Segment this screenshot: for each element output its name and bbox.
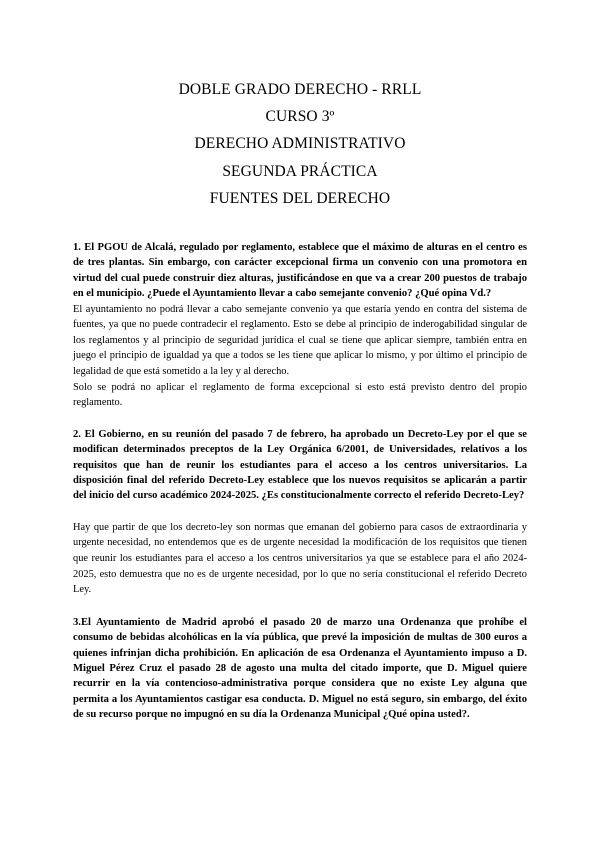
section-spacer [73,598,527,615]
document-header [0,76,600,212]
degree-title: DOBLE GRADO DERECHO - RRLL [178,81,422,98]
document-body [73,240,527,723]
course-title: CURSO 3º [265,108,335,126]
answer-2-paragraph-1: Hay que partir de que los decreto-ley son normas que emanan del gobierno para casos de extraordinaria y urgente necesidad, no entendemos que es de urgente necesidad la modificación de los requisitos que tienen que reunir los estudiantes para el acceso a los centros universitarios ya que se establece para el año 2024- 2025, esto demuestra que no es de urgente necesidad, por lo que no sería constitucional el referido Decreto Ley. [73,521,527,596]
section-spacer [73,411,527,427]
practice-title: SEGUNDA PRÁCTICA [222,162,378,180]
subject-title: DERECHO ADMINISTRATIVO [194,135,406,153]
topic-title: FUENTES DEL DERECHO [209,189,391,207]
answer-1-paragraph-1: El ayuntamiento no podrá llevar a cabo semejante convenio ya que estaría yendo en contra del sistema de fuentes, ya que no puede contradecir el reglamento. Esto se debe al principio de inderogabilidad singular de los reglamentos y al principio de seguridad jurídica el cual se tiene que aplicar siempre, también entra en juego el principio de igualdad ya que a todos se les tiene que aplicar lo mismo, y por último el principio de legalidad de que está sometido a la ley y al derecho. [73,303,527,377]
answer-1-paragraph-2: Solo se podrá no aplicar el reglamento de forma excepcional si esto está previsto dentro del propio reglamento. [73,381,527,409]
question-3: 3.El Ayuntamiento de Madrid aprobó el pasado 20 de marzo una Ordenanza que prohíbe el consumo de bebidas alcohólicas en la vía pública, que prevé la imposición de multas de 300 euros a quienes infrinjan dicha prohibición. En aplicación de esa Ordenanza el Ayuntamiento impuso a D. Miguel Pérez Cruz el pasado 28 de agosto una multa del citado importe, que D. Miguel quiere recurrir en la vía contencioso-administrativa porque considera que no existe Ley alguna que permita a los Ayuntamientos castigar esa conducta. D. Miguel no está seguro, sin embargo, del éxito de su recurso porque no impugnó en su día la Ordenanza Municipal ¿Qué opina usted?. [73,616,527,721]
question-2: 2. El Gobierno, en su reunión del pasado 7 de febrero, ha aprobado un Decreto-Ley por el que se modifican determinados preceptos de la Ley Orgánica 6/2001, de Universidades, relativos a los requisitos que han de reunir los estudiantes para el acceso a los centros universitarios. La disposición final del referido Decreto-Ley establece que los nuevos requisitos se aplicarán a partir del inicio del curso académico 2024-2025. ¿Es constitucionalmente correcto el referido Decreto-Ley? [73,428,527,502]
section-spacer [73,504,527,520]
question-1: 1. El PGOU de Alcalá, regulado por reglamento, establece que el máximo de alturas en el centro es de tres plantas. Sin embargo, con carácter excepcional firma un convenio con una promotora en virtud del cual puede construir diez alturas, justificándose en que va a crear 200 puestos de trabajo en el municipio. ¿Puede el Ayuntamiento llevar a cabo semejante convenio? ¿Qué opina Vd.? [73,242,527,300]
